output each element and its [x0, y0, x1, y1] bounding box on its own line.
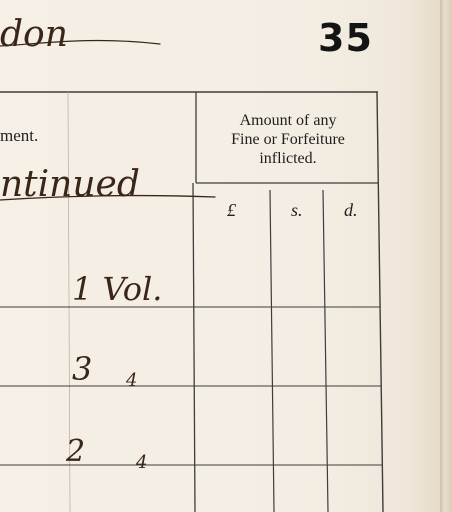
- fine-header-line-1: Amount of any: [239, 112, 337, 129]
- handwritten-continued: ntinued: [0, 164, 140, 205]
- pounds-column-left-rule: [193, 183, 195, 512]
- pence-column-left-rule: [323, 190, 328, 512]
- shillings-label: s.: [291, 200, 303, 220]
- page-number: 35: [318, 16, 373, 60]
- shillings-column-left-rule: [270, 190, 274, 512]
- fine-header-line-2: Fine or Forfeiture: [231, 131, 345, 148]
- handwritten-top-fragment: don: [0, 14, 68, 55]
- pence-label: d.: [344, 200, 358, 220]
- fine-column-header: [196, 111, 380, 168]
- column-header-fragment: ment.: [0, 126, 39, 145]
- handwritten-entry-3a: 2: [66, 434, 86, 469]
- handwritten-entry-2b: 4: [126, 370, 138, 391]
- fine-header-line-3: inflicted.: [259, 150, 317, 167]
- pounds-label: £: [227, 200, 236, 220]
- handwritten-entry-3b: 4: [136, 452, 148, 473]
- handwritten-entry-2a: 3: [72, 350, 93, 388]
- handwritten-entry-1: 1 Vol.: [72, 270, 163, 308]
